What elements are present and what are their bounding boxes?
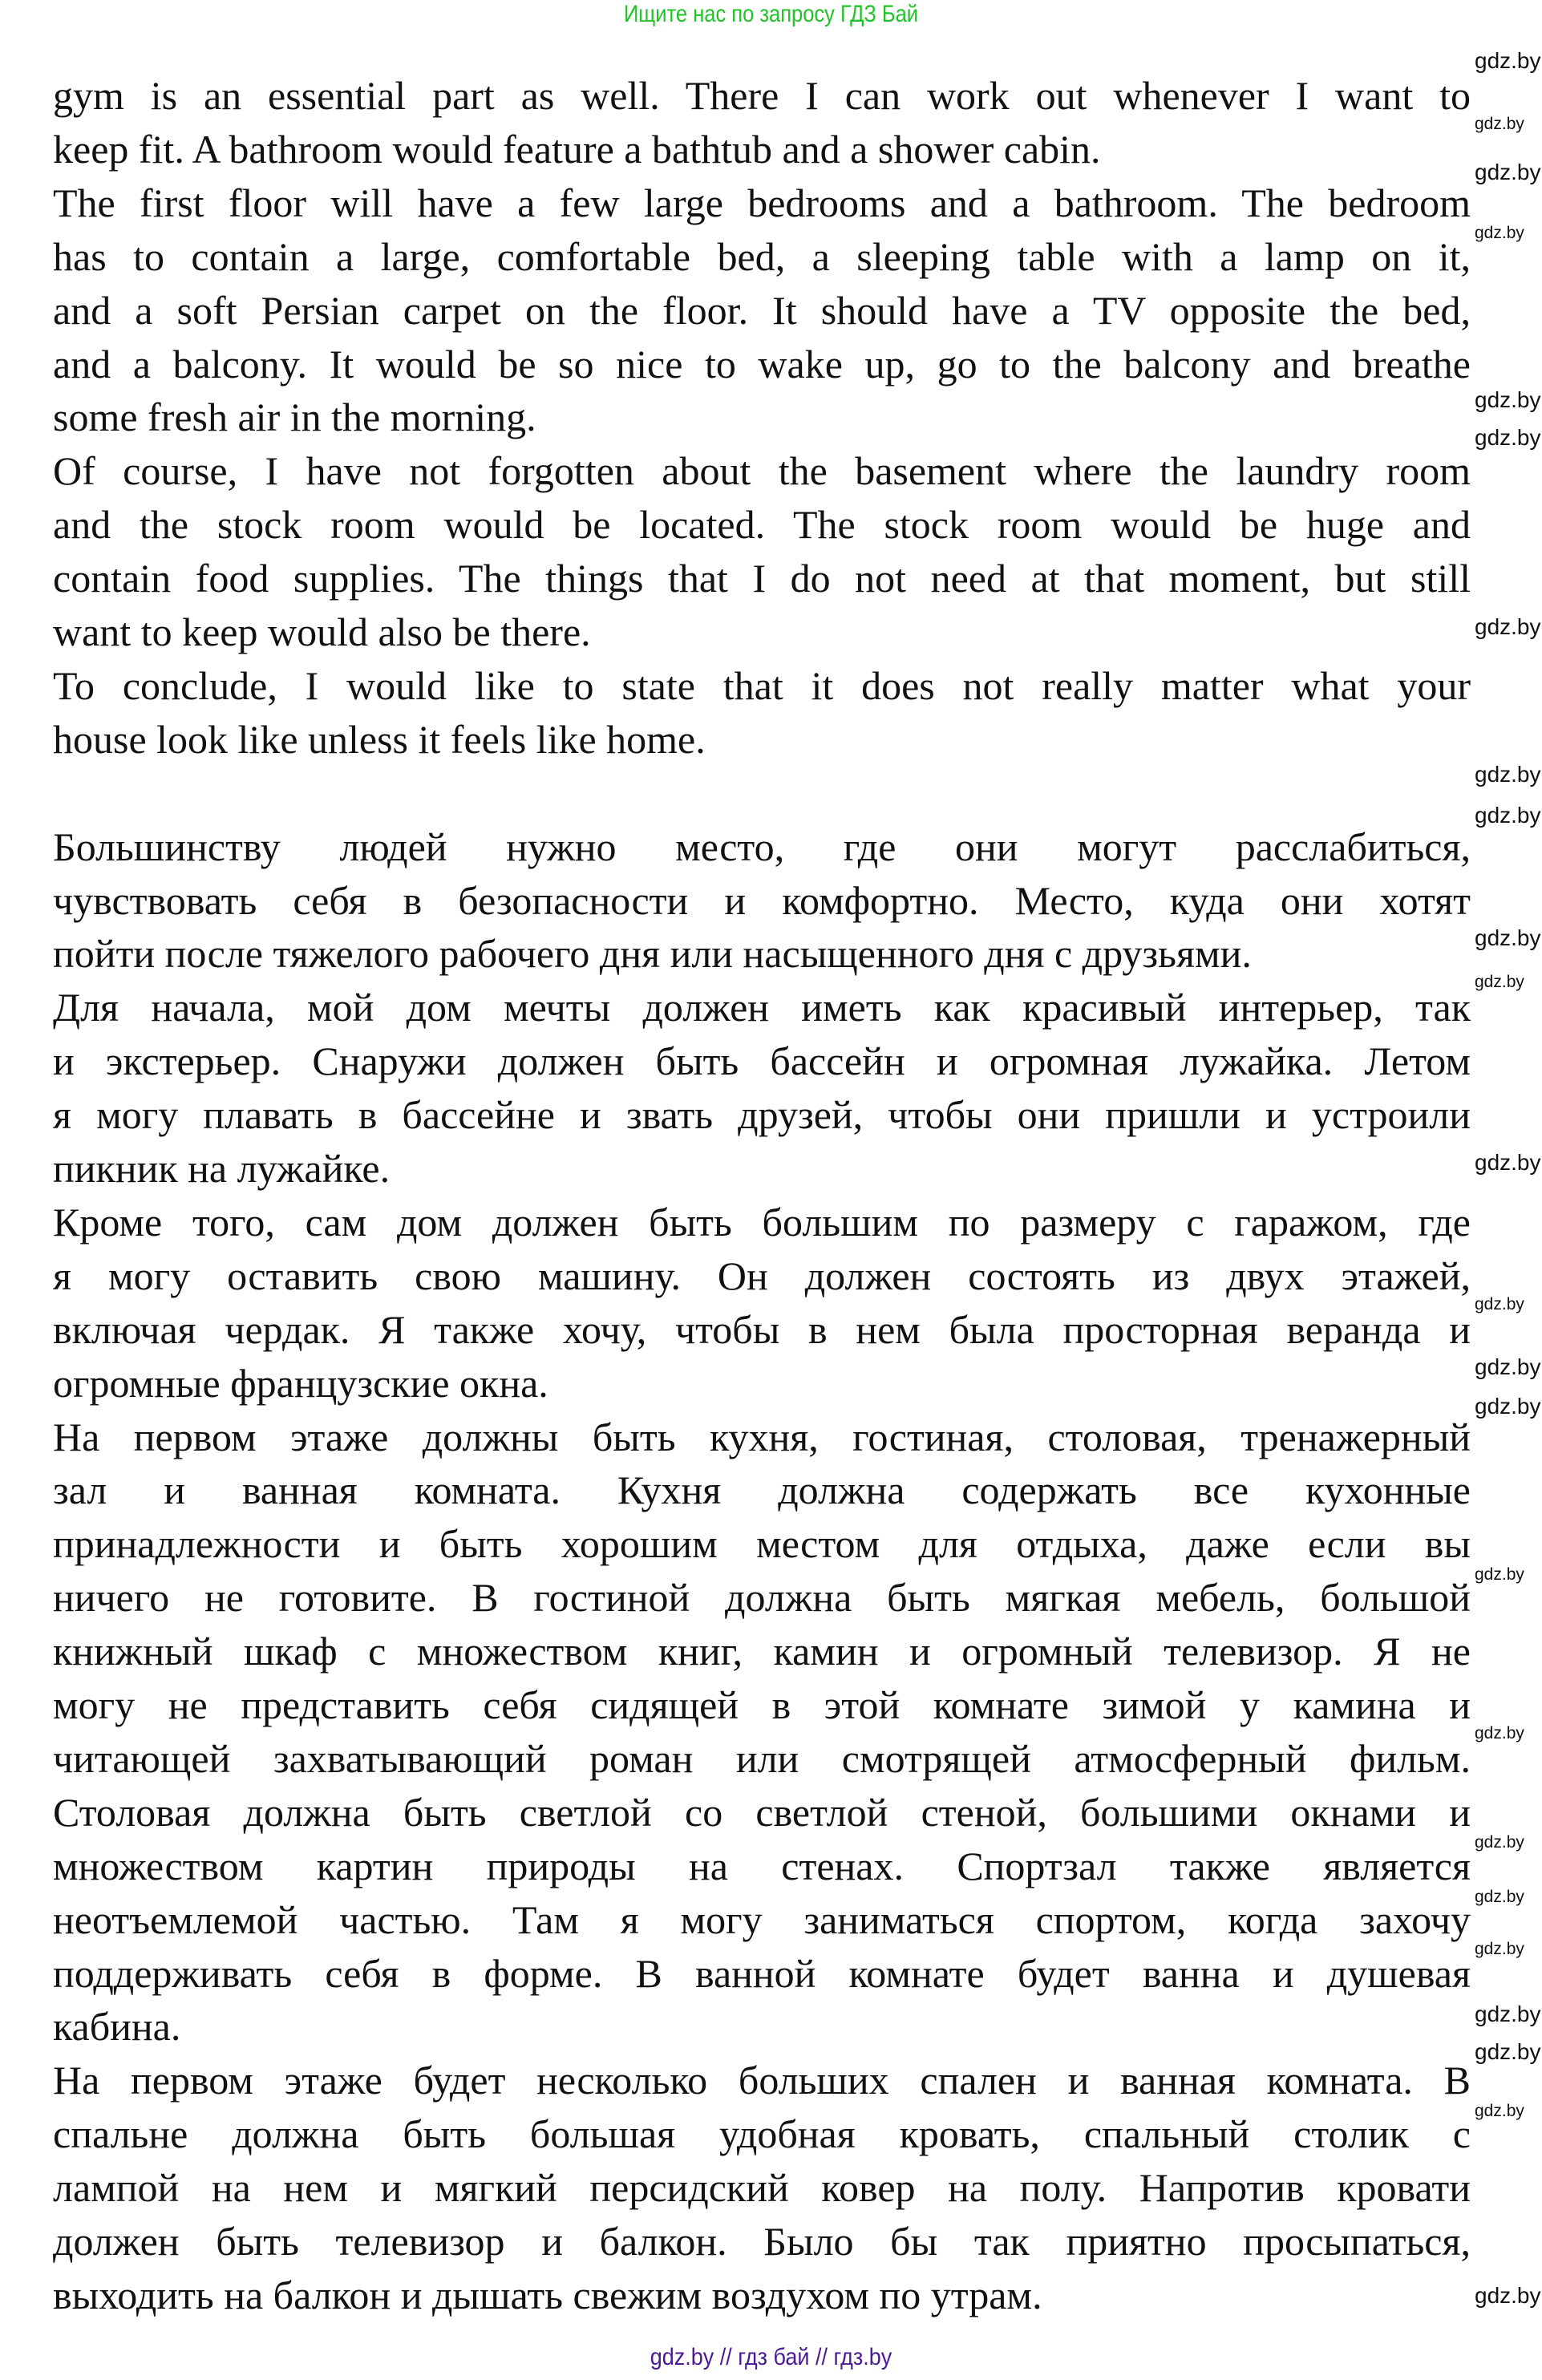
text-line: зал и ванная комната. Кухня должна содержать все кухонные — [53, 1467, 1471, 1513]
watermark-label: gdz.by — [1475, 160, 1541, 184]
text-line: The first floor will have a few large bedrooms and a bathroom. The bedroom — [53, 180, 1471, 225]
text-line: gym is an essential part as well. There I can work out whenever I want to — [53, 73, 1471, 118]
text-line: Для начала, мой дом мечты должен иметь как красивый интерьер, так — [53, 985, 1471, 1030]
watermark-label: gdz.by — [1475, 387, 1541, 412]
watermark-label: gdz.by — [1475, 1295, 1524, 1313]
text-line: выходить на балкон и дышать свежим воздухом по утрам. — [53, 2272, 1042, 2317]
watermark-label: gdz.by — [1475, 115, 1524, 133]
search-banner[interactable]: Ищите нас по запросу ГДЗ Бай — [623, 1, 919, 27]
text-line: and a soft Persian carpet on the floor. It should have a TV opposite the bed, — [53, 287, 1471, 333]
text-line: неотъемлемой частью. Там я могу заниматься спортом, когда захочу — [53, 1896, 1471, 1942]
text-line: могу не представить себя сидящей в этой комнате зимой у камина и — [53, 1682, 1471, 1727]
text-line: множеством картин природы на стенах. Спортзал также является — [53, 1843, 1471, 1888]
watermark-label: gdz.by — [1475, 1565, 1524, 1584]
watermark-label: gdz.by — [1475, 2283, 1541, 2308]
text-line: и экстерьер. Снаружи должен быть бассейн и огромная лужайка. Летом — [53, 1038, 1471, 1084]
watermark-label: gdz.by — [1475, 1940, 1524, 1958]
watermark-label: gdz.by — [1475, 803, 1541, 828]
text-line: должен быть телевизор и балкон. Было бы так приятно просыпаться, — [53, 2219, 1471, 2264]
watermark-label: gdz.by — [1475, 224, 1524, 242]
text-line: я могу оставить свою машину. Он должен состоять из двух этажей, — [53, 1253, 1471, 1298]
watermark-label: gdz.by — [1475, 2102, 1524, 2120]
watermark-label: gdz.by — [1475, 425, 1541, 450]
text-line: Кроме того, сам дом должен быть большим по размеру с гаражом, где — [53, 1199, 1471, 1245]
watermark-label: gdz.by — [1475, 1888, 1524, 1906]
watermark-label: gdz.by — [1475, 1724, 1524, 1742]
text-line: keep fit. A bathroom would feature a bathtub and a shower cabin. — [53, 126, 1101, 172]
watermark-label: gdz.by — [1475, 762, 1541, 787]
text-line: Столовая должна быть светлой со светлой стеной, большими окнами и — [53, 1789, 1471, 1835]
text-line: лампой на нем и мягкий персидский ковер на полу. Напротив кровати — [53, 2165, 1471, 2211]
text-line: To conclude, I would like to state that it does not really matter what your — [53, 662, 1471, 708]
text-line: Of course, I have not forgotten about the basement where the laundry room — [53, 448, 1471, 494]
watermark-label: gdz.by — [1475, 925, 1541, 950]
text-line: книжный шкаф с множеством книг, камин и огромный телевизор. Я не — [53, 1629, 1471, 1674]
text-line: спальне должна быть большая удобная кровать, спальный столик с — [53, 2111, 1471, 2157]
watermark-label: gdz.by — [1475, 2039, 1541, 2064]
text-line: поддерживать себя в форме. В ванной комнате будет ванна и душевая — [53, 1950, 1471, 1996]
text-line: принадлежности и быть хорошим местом для отдыха, даже если вы — [53, 1521, 1471, 1567]
footer-links[interactable]: gdz.by // гдз бай // гдз.by — [650, 2344, 892, 2370]
text-line: На первом этаже будет несколько больших спален и ванная комната. В — [53, 2058, 1471, 2103]
text-line: and the stock room would be located. The stock room would be huge and — [53, 502, 1471, 548]
text-line: has to contain a large, comfortable bed, a sleeping table with a lamp on it, — [53, 233, 1471, 279]
text-line: contain food supplies. The things that I do not need at that moment, but still — [53, 556, 1471, 601]
text-line: включая чердак. Я также хочу, чтобы в нем была просторная веранда и — [53, 1306, 1471, 1352]
text-line: ничего не готовите. В гостиной должна быть мягкая мебель, большой — [53, 1575, 1471, 1621]
text-line: and a balcony. It would be so nice to wake up, go to the balcony and breathe — [53, 341, 1471, 387]
watermark-label: gdz.by — [1475, 48, 1541, 73]
text-line: чувствовать себя в безопасности и комфортно. Место, куда они хотят — [53, 877, 1471, 923]
watermark-label: gdz.by — [1475, 1394, 1541, 1419]
watermark-label: gdz.by — [1475, 614, 1541, 639]
text-line: я могу плавать в бассейне и звать друзей, чтобы они пришли и устроили — [53, 1092, 1471, 1138]
text-line: пойти после тяжелого рабочего дня или насыщенного дня с друзьями. — [53, 931, 1252, 977]
text-line: some fresh air in the morning. — [53, 395, 536, 440]
watermark-label: gdz.by — [1475, 2002, 1541, 2026]
text-line: want to keep would also be there. — [53, 609, 591, 654]
watermark-label: gdz.by — [1475, 973, 1524, 991]
text-line: Большинству людей нужно место, где они могут расслабиться, — [53, 824, 1471, 869]
text-line: кабина. — [53, 2004, 181, 2050]
watermark-label: gdz.by — [1475, 1833, 1524, 1852]
text-line: house look like unless it feels like home. — [53, 716, 706, 762]
text-line: огромные французские окна. — [53, 1360, 548, 1406]
text-line: читающей захватывающий роман или смотрящей атмосферный фильм. — [53, 1735, 1471, 1781]
text-line: пикник на лужайке. — [53, 1146, 391, 1191]
watermark-label: gdz.by — [1475, 1354, 1541, 1379]
text-line: На первом этаже должны быть кухня, гостиная, столовая, тренажерный — [53, 1414, 1471, 1459]
watermark-label: gdz.by — [1475, 1150, 1541, 1175]
